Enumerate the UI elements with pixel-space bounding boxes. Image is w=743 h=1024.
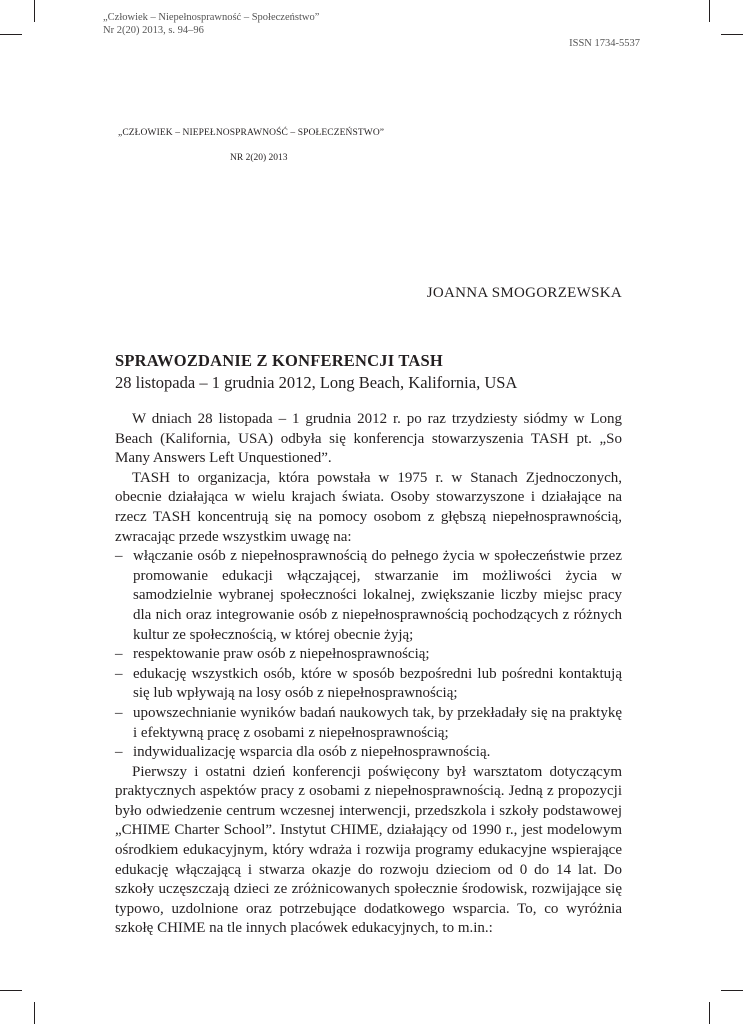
list-item-text: edukację wszystkich osób, które w sposób bezpośredni lub pośredni kontaktują się lub wpływają na losy osób z niepełnosprawnością; <box>133 665 622 702</box>
running-head-issue: Nr 2(20) 2013, s. 94–96 <box>103 25 204 36</box>
paragraph-organization: TASH to organizacja, która powstała w 1975 r. w Stanach Zjednoczonych, obecnie działająca w wielu krajach świata. Osoby stowarzyszone i działające na rzecz TASH koncentrują się na pomocy osobom z głębszą niepełnosprawnością, zwracając przede wszystkim uwagę na: <box>115 469 622 545</box>
list-dash: – <box>115 548 123 565</box>
running-head <box>103 11 319 37</box>
article-author: JOANNA SMOGORZEWSKA <box>426 285 622 301</box>
crop-mark-top-left-horizontal <box>0 34 22 35</box>
list-dash: – <box>115 646 123 663</box>
crop-mark-bottom-left-vertical <box>34 1002 35 1024</box>
crop-mark-bottom-right-horizontal <box>721 990 743 991</box>
crop-mark-top-right-vertical <box>709 0 710 22</box>
list-item-text: indywidualizację wsparcia dla osób z niepełnosprawnością. <box>133 744 491 761</box>
list-dash: – <box>115 704 123 721</box>
crop-mark-bottom-right-vertical <box>709 1002 710 1024</box>
list-item <box>115 645 622 665</box>
list-item-text: respektowanie praw osób z niepełnosprawnością; <box>133 646 430 663</box>
list-item <box>115 547 622 645</box>
crop-mark-bottom-left-horizontal <box>0 990 22 991</box>
list-dash: – <box>115 744 123 761</box>
issn-number: ISSN 1734-5537 <box>569 38 640 49</box>
list-item-text: upowszechnianie wyników badań naukowych tak, by przekładały się na praktykę i efektywną pracę z osobami z niepełnosprawnością; <box>133 704 622 741</box>
list-item <box>115 743 622 763</box>
focus-list <box>115 547 622 763</box>
article-body <box>115 410 622 939</box>
paragraph-intro: W dniach 28 listopada – 1 grudnia 2012 r. po raz trzydziesty siódmy w Long Beach (Kalifornia, USA) odbyła się konferencja stowarzyszenia TASH pt. „So Many Answers Left Unquestioned”. <box>115 411 622 467</box>
crop-mark-top-right-horizontal <box>721 34 743 35</box>
article-title: SPRAWOZDANIE Z KONFERENCJI TASH <box>115 351 443 370</box>
paragraph-workshops: Pierwszy i ostatni dzień konferencji poświęcony był warsztatom dotyczącym praktycznych aspektów pracy z osobami z niepełnosprawnością. Jedną z propozycji było odwiedzenie centrum wczesnej interwencji, przedszkola i szkoły podstawowej „CHIME Charter School”. Instytut CHIME, działający od 1990 r., jest modelowym ośrodkiem edukacyjnym, który wdraża i rozwija programy edukacyjne wspierające edukację włączającą i stwarza okazje do rozwoju dzieciom od 0 do 14 lat. Do szkoły uczęszczają dzieci ze zróżnicowanych społecznie środowisk, rozwijające się typowo, uzdolnione oraz potrzebujące dodatkowego wsparcia. To, co wyróżnia szkołę CHIME na tle innych placówek edukacyjnych, to m.in.: <box>115 763 622 937</box>
crop-mark-top-left-vertical <box>34 0 35 22</box>
article-subtitle: 28 listopada – 1 grudnia 2012, Long Beach, Kalifornia, USA <box>115 373 518 392</box>
list-dash: – <box>115 665 123 682</box>
masthead-journal-title: „CZŁOWIEK – NIEPEŁNOSPRAWNOŚĆ – SPOŁECZEŃSTWO” <box>118 128 385 138</box>
running-head-journal: „Człowiek – Niepełnosprawność – Społeczeństwo” <box>103 12 320 23</box>
list-item-text: włączanie osób z niepełnosprawnością do pełnego życia w społeczeństwie przez promowanie edukacji włączającej, stwarzanie im możliwości życia w samodzielnie wybranej społeczności lokalnej, zwiększanie liczby miejsc pracy dla nich oraz integrowanie osób z niepełnosprawnością pochodzących z różnych kultur ze społecznością, w której obecnie żyją; <box>133 548 622 643</box>
masthead-issue: NR 2(20) 2013 <box>230 153 288 163</box>
list-item <box>115 665 622 704</box>
list-item <box>115 704 622 743</box>
